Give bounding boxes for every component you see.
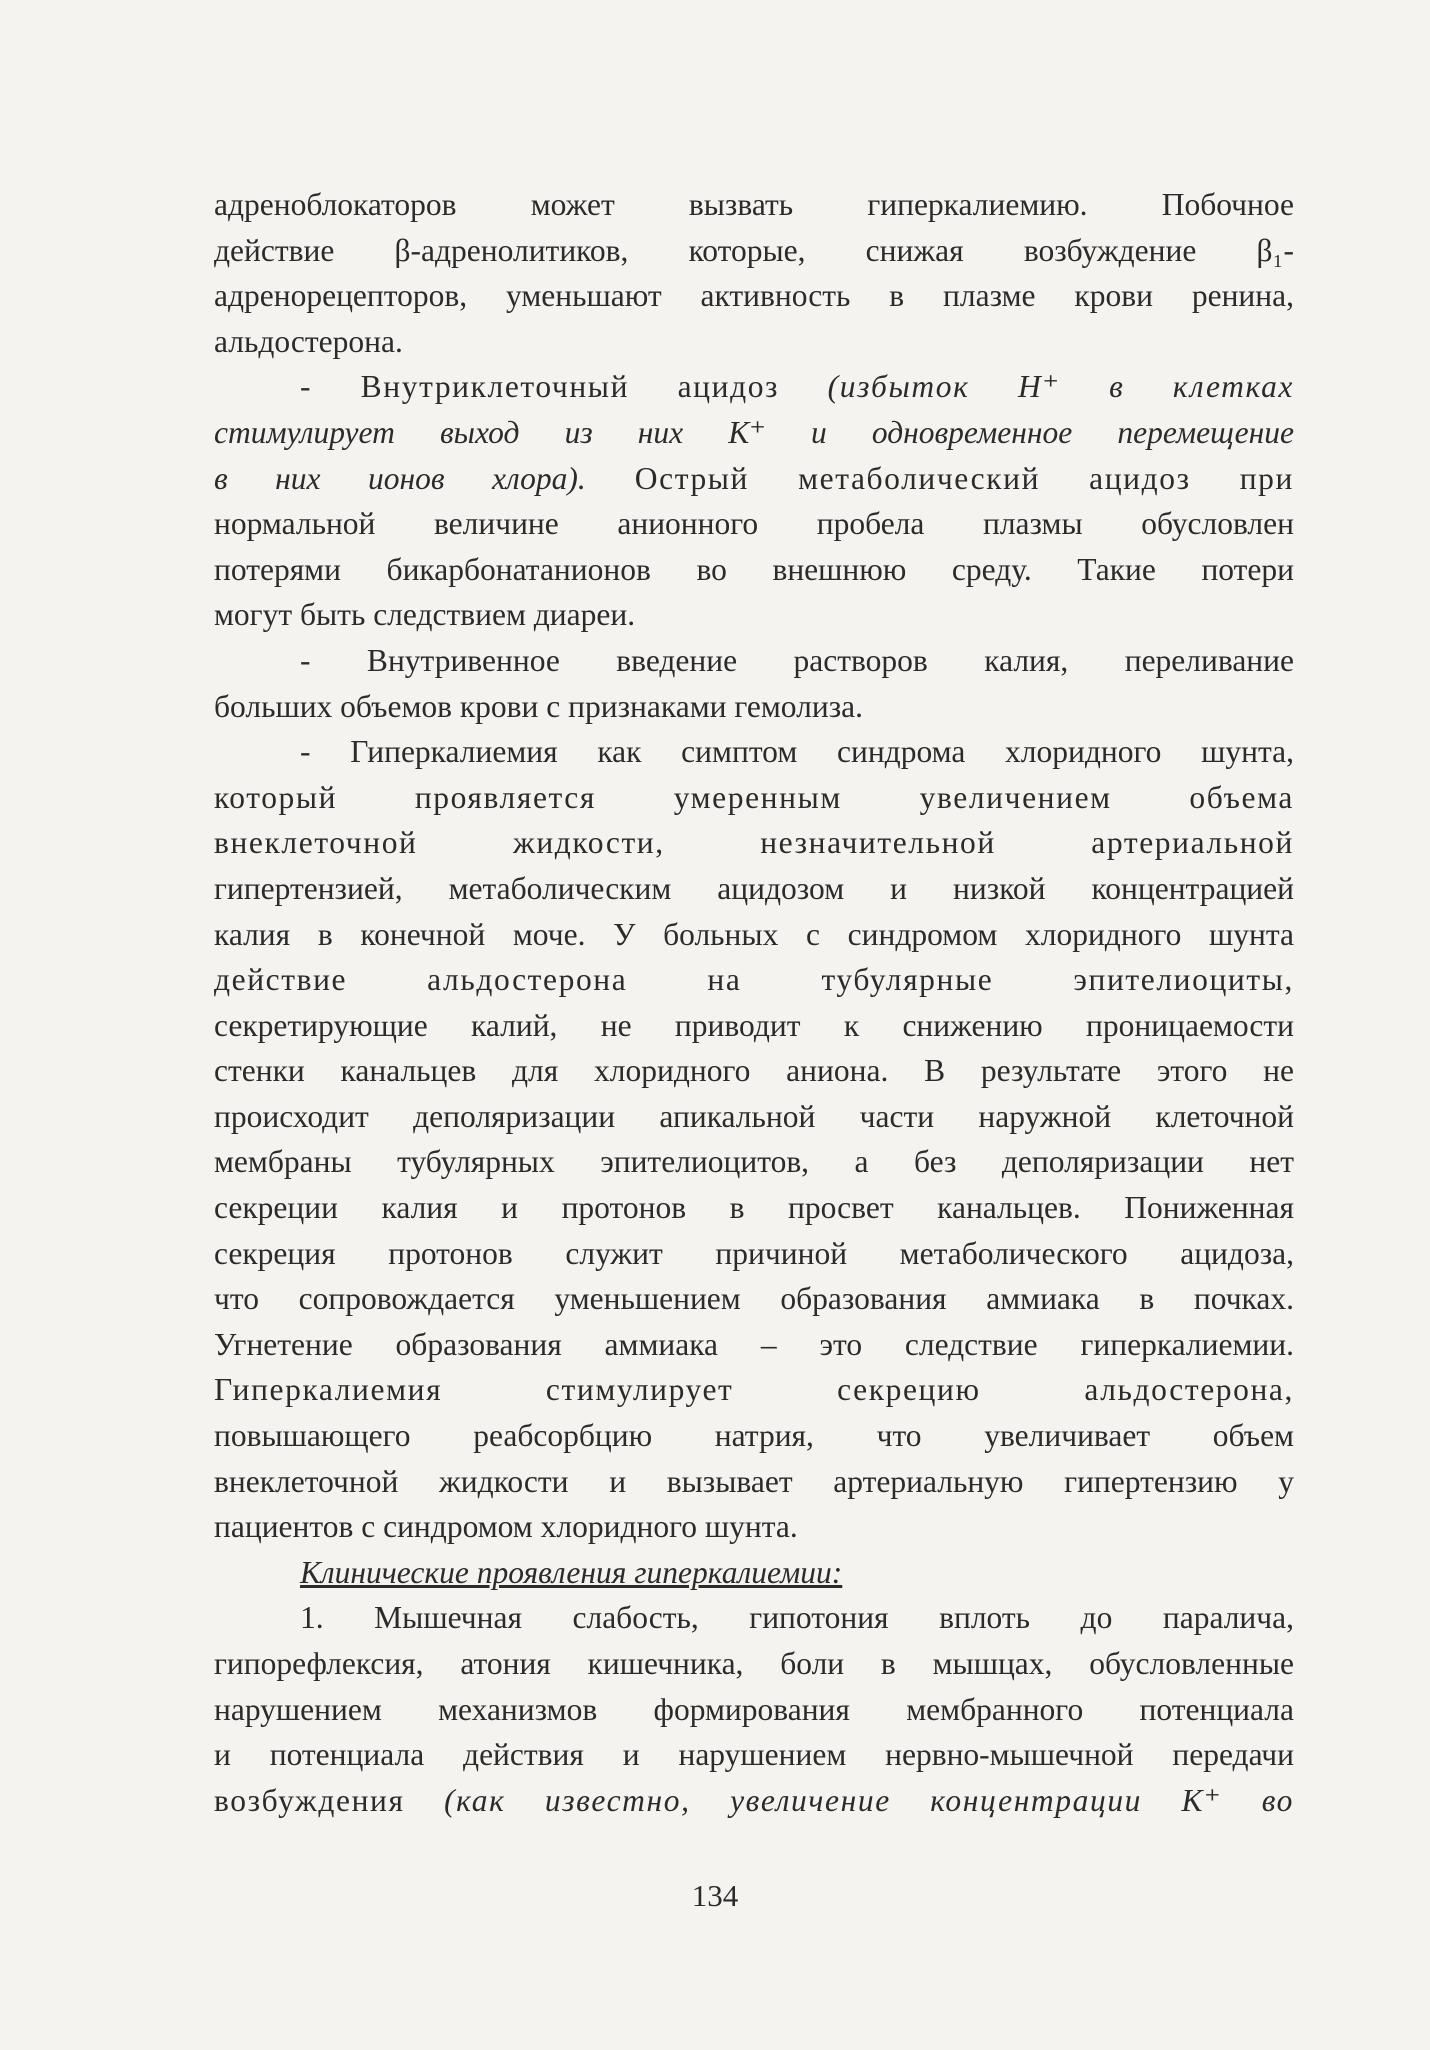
text-line bbox=[214, 1504, 1294, 1550]
body-text bbox=[214, 182, 1294, 1823]
text-run: адренорецепторов, уменьшают активность в плазме крови ренина, bbox=[214, 278, 1294, 314]
text-run: внеклеточной жидкости и вызывает артериальную гипертензию у bbox=[214, 1463, 1294, 1499]
italic-run: (избыток Н⁺ в клетках bbox=[827, 369, 1295, 405]
text-line bbox=[214, 182, 1294, 228]
text-line bbox=[214, 1413, 1294, 1459]
text-line bbox=[214, 1778, 1294, 1824]
text-line bbox=[214, 1322, 1294, 1368]
text-run: который проявляется умеренным увеличением объема bbox=[214, 779, 1294, 815]
text-run: Острый метаболический ацидоз при bbox=[585, 460, 1294, 496]
text-line bbox=[214, 684, 1294, 730]
text-run: - Внутривенное введение растворов калия, переливание bbox=[300, 642, 1294, 678]
text-run: адреноблокаторов может вызвать гиперкалиемию. Побочное bbox=[214, 187, 1294, 222]
text-line bbox=[214, 1139, 1294, 1185]
text-line bbox=[214, 1367, 1294, 1413]
text-line bbox=[214, 1595, 1294, 1641]
text-line bbox=[214, 592, 1294, 638]
text-run: секреции калия и протонов в просвет канальцев. Пониженная bbox=[214, 1190, 1294, 1226]
text-run: - Гиперкалиемия как симптом синдрома хлоридного шунта, bbox=[300, 734, 1294, 770]
italic-run: в них ионов хлора). bbox=[214, 460, 586, 496]
text-run: гипертензией, метаболическим ацидозом и низкой концентрацией bbox=[214, 870, 1294, 906]
heading-text: Клинические проявления гиперкалиемии: bbox=[300, 1554, 843, 1590]
text-line bbox=[214, 1732, 1294, 1778]
text-line bbox=[214, 228, 1294, 274]
text-run: 1. Мышечная слабость, гипотония вплоть до паралича, bbox=[300, 1600, 1294, 1636]
text-run: что сопровождается уменьшением образования аммиака в почках. bbox=[214, 1281, 1294, 1317]
text-line bbox=[214, 957, 1294, 1003]
text-line bbox=[214, 1641, 1294, 1687]
text-run: нормальной величине анионного пробела плазмы обусловлен bbox=[214, 506, 1294, 542]
text-line bbox=[214, 410, 1294, 456]
text-run: калия в конечной моче. У больных с синдромом хлоридного шунта bbox=[214, 916, 1294, 952]
text-run: альдостерона. bbox=[214, 323, 403, 359]
text-run: стенки канальцев для хлоридного аниона. В результате этого не bbox=[214, 1053, 1294, 1089]
text-run: и потенциала действия и нарушением нервно-мышечной передачи bbox=[214, 1737, 1294, 1773]
text-line bbox=[214, 1231, 1294, 1277]
text-run: внеклеточной жидкости, незначительной артериальной bbox=[214, 825, 1294, 861]
text-line bbox=[214, 912, 1294, 958]
text-line bbox=[214, 729, 1294, 775]
text-run: Гиперкалиемия стимулирует секрецию альдостерона, bbox=[214, 1372, 1294, 1408]
text-run: Угнетение образования аммиака – это следствие гиперкалиемии. bbox=[214, 1326, 1294, 1362]
text-run: - Внутриклеточный ацидоз bbox=[300, 369, 828, 405]
text-line bbox=[214, 866, 1294, 912]
text-run: секретирующие калий, не приводит к снижению проницаемости bbox=[214, 1007, 1294, 1043]
text-run: секреция протонов служит причиной метаболического ацидоза, bbox=[214, 1235, 1294, 1271]
text-line bbox=[214, 775, 1294, 821]
text-run: действие альдостерона на тубулярные эпителиоциты, bbox=[214, 962, 1294, 998]
text-line bbox=[214, 1276, 1294, 1322]
text-line bbox=[214, 820, 1294, 866]
text-line bbox=[214, 1094, 1294, 1140]
text-run: потерями бикарбонатанионов во внешнюю среду. Такие потери bbox=[214, 551, 1294, 587]
text-line bbox=[214, 638, 1294, 684]
text-run: пациентов с синдромом хлоридного шунта. bbox=[214, 1509, 798, 1545]
text-run: возбуждения bbox=[214, 1782, 445, 1818]
page-number: 134 bbox=[691, 1878, 739, 1913]
text-run: больших объемов крови с признаками гемолиза. bbox=[214, 688, 863, 724]
text-run: действие β-адренолитиков, которые, снижая возбуждение β₁- bbox=[214, 232, 1294, 268]
text-line bbox=[214, 501, 1294, 547]
text-line bbox=[214, 273, 1294, 319]
text-line bbox=[214, 319, 1294, 365]
text-run: гипорефлексия, атония кишечника, боли в мышцах, обусловленные bbox=[214, 1646, 1294, 1681]
text-run: происходит деполяризации апикальной части наружной клеточной bbox=[214, 1098, 1294, 1134]
text-line bbox=[214, 364, 1294, 410]
text-run: нарушением механизмов формирования мембранного потенциала bbox=[214, 1691, 1294, 1727]
italic-run: (как известно, увеличение концентрации К⁺ во bbox=[444, 1782, 1294, 1818]
section-heading bbox=[214, 1550, 1294, 1596]
text-line bbox=[214, 1687, 1294, 1733]
text-run: повышающего реабсорбцию натрия, что увеличивает объем bbox=[214, 1418, 1294, 1454]
text-run: могут быть следствием диареи. bbox=[214, 597, 636, 633]
text-line bbox=[214, 1048, 1294, 1094]
text-line bbox=[214, 547, 1294, 593]
italic-run: стимулирует выход из них К⁺ и одновременное перемещение bbox=[214, 414, 1294, 450]
text-line bbox=[214, 1003, 1294, 1049]
text-line bbox=[214, 1459, 1294, 1505]
text-run: мембраны тубулярных эпителиоцитов, а без деполяризации нет bbox=[214, 1144, 1294, 1180]
text-line bbox=[214, 1185, 1294, 1231]
text-line bbox=[214, 456, 1294, 502]
